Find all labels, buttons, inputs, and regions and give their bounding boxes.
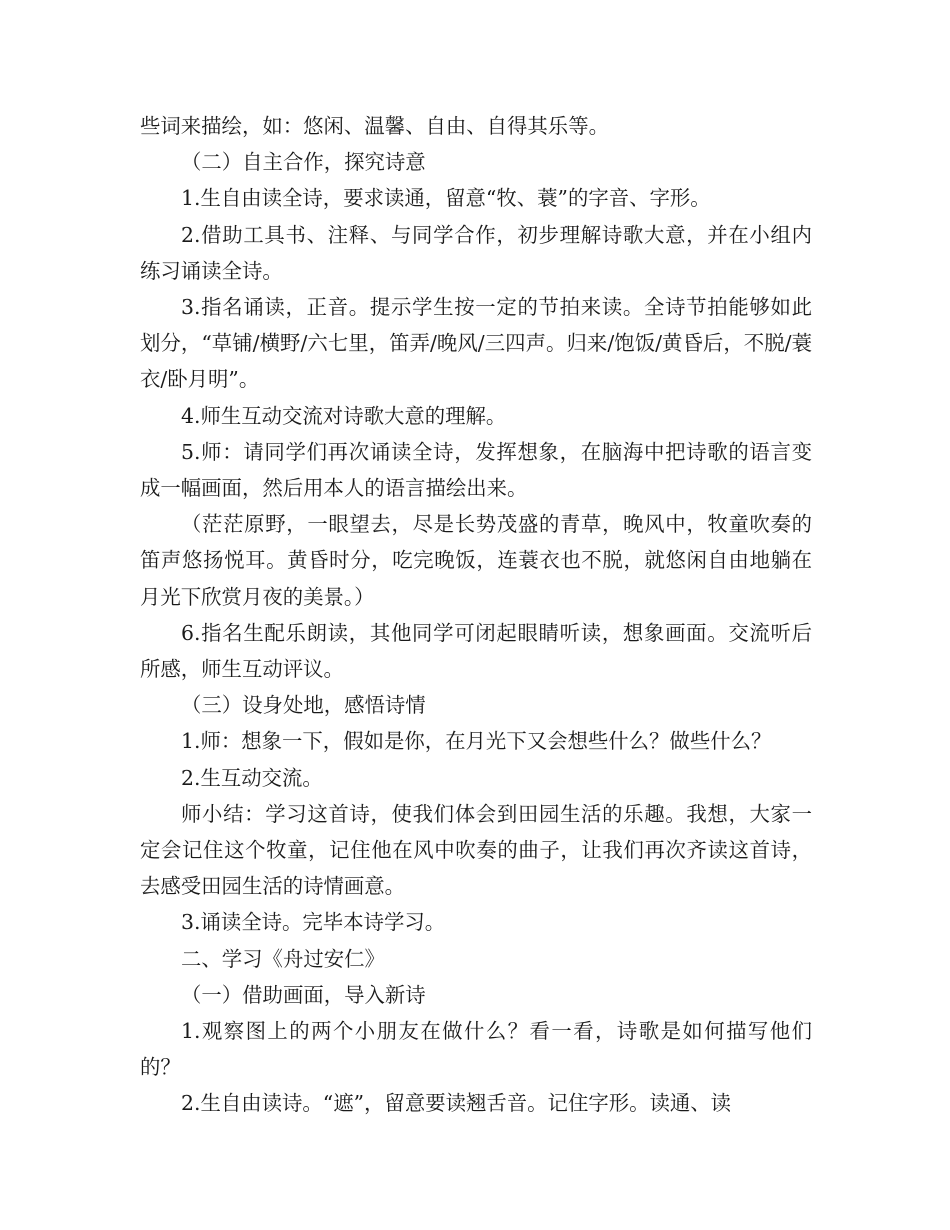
document-body xyxy=(140,108,812,1122)
section-heading: 二、学习《舟过安仁》 xyxy=(181,946,385,971)
list-item: 2.生自由读诗。“遮”，留意要读翘舌音。记住字形。读通、读 xyxy=(181,1091,732,1116)
list-item: 6.指名生配乐朗读，其他同学可闭起眼睛听读，想象画面。交流听后所感，师生互动评议。 xyxy=(140,620,812,682)
list-item: 3.指名诵读，正音。提示学生按一定的节拍来读。全诗节拍能够如此划分，“草铺/横野/六七里，笛弄/晚风/三四声。归来/饱饭/黄昏后，不脱/蓑衣/卧月明”。 xyxy=(140,295,812,392)
list-item: 5.师：请同学们再次诵读全诗，发挥想象，在脑海中把诗歌的语言变成一幅画面，然后用本人的语言描绘出来。 xyxy=(140,439,812,501)
list-item: 1.师：想象一下，假如是你，在月光下又会想些什么？做些什么？ xyxy=(181,729,772,754)
list-item: 1.观察图上的两个小朋友在做什么？看一看，诗歌是如何描写他们的？ xyxy=(140,1019,812,1080)
paragraph: 师小结：学习这首诗，使我们体会到田园生活的乐趣。我想，大家一定会记住这个牧童，记住他在风中吹奏的曲子，让我们再次齐读这首诗，去感受田园生活的诗情画意。 xyxy=(140,801,812,899)
paragraph-continuation: 些词来描绘，如：悠闲、温馨、自由、自得其乐等。 xyxy=(140,114,609,138)
section-heading: （二）自主合作，探究诗意 xyxy=(181,150,426,175)
paragraph: （茫茫原野，一眼望去，尽是长势茂盛的青草，晚风中，牧童吹奏的笛声悠扬悦耳。黄昏时分，吃完晚饭，连蓑衣也不脱，就悠闲自由地躺在月光下欣赏月夜的美景。） xyxy=(140,512,812,609)
list-item: 2.生互动交流。 xyxy=(181,765,323,790)
list-item: 4.师生互动交流对诗歌大意的理解。 xyxy=(181,403,507,428)
section-heading: （三）设身处地，感悟诗情 xyxy=(181,693,426,718)
list-item: 2.借助工具书、注释、与同学合作，初步理解诗歌大意，并在小组内练习诵读全诗。 xyxy=(140,222,812,283)
section-heading: （一）借助画面，导入新诗 xyxy=(181,982,426,1007)
list-item: 1.生自由读全诗，要求读通，留意“牧、蓑”的字音、字形。 xyxy=(181,186,711,211)
list-item: 3.诵读全诗。完毕本诗学习。 xyxy=(181,910,446,935)
